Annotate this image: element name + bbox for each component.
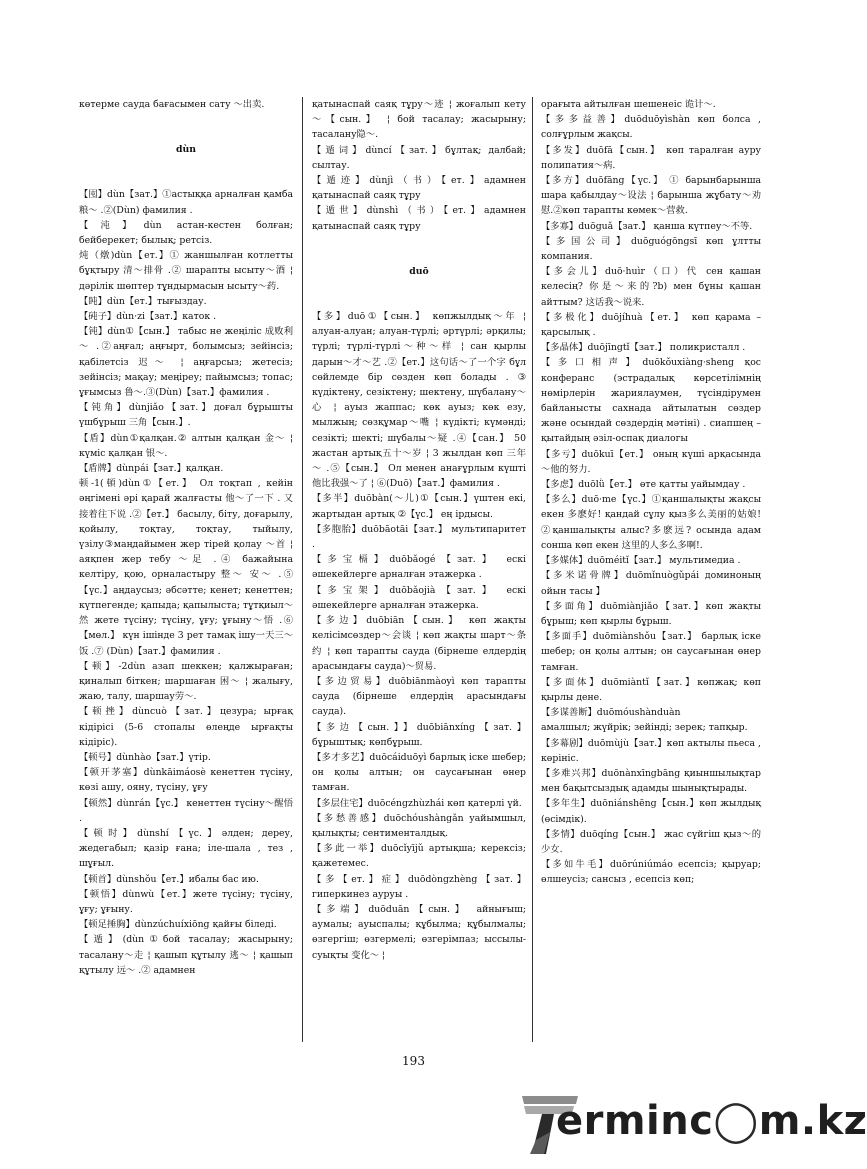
dictionary-entry: 【多【ет.】症】duōdòngzhèng【зат.】 гиперкинез ауруы . bbox=[312, 873, 526, 900]
dictionary-entry: 【顿开茅塞】dùnkāimáosè кенеттен түсіну, көзі ашу, ояну, түсіну, ұғу bbox=[79, 767, 293, 794]
dictionary-entry: 【多面手】duōmiànshǒu【зат.】 барлық іске шебер; он қолы алтын; он саусағынан өнер тамған. bbox=[541, 631, 761, 673]
dictionary-entry: 【沌】dùn астан-кестен болған; бейберекет; былық; ретсіз. bbox=[79, 219, 293, 247]
dictionary-entry: 【多多益善】duōduōyìshàn көп болса , солғұрлым жақсы. bbox=[541, 114, 761, 141]
dictionary-entry: 【顿然】dùnrán【үс.】 кенеттен түсіну～醒悟 . bbox=[79, 797, 293, 824]
dictionary-entry: 【钝】dùn①【сын.】 табыс не жеңіліс 成败利～ .②аңғал; аңғырт, болымсыз; зейінсіз; қабілетсіз 迟～ ¦ аңғарсыз; жетесіз; зейінсіз; мақау; меңіреу; пайымсыз; топас; ұғымсыз 鲁～.③(Dùn)【зат.】фамилия . bbox=[79, 326, 293, 399]
dictionary-entry: 【多晶体】duōjīngtǐ【зат.】 поликристалл . bbox=[541, 342, 746, 354]
dictionary-entry: 【多国公司】duōguógōngsī көп ұлтты компания. bbox=[541, 235, 761, 263]
dictionary-entry: 【多极化】duōjíhuà【ет.】 көп қарама – қарсылық . bbox=[541, 311, 761, 339]
dictionary-entry: 【多宝架】duōbǎojià【зат.】 ескі әшекейлерге арналған этажерка. bbox=[312, 584, 526, 611]
dictionary-entry: 【顿足捶胸】dùnzúchuíxiōng қайғы біледі. bbox=[79, 919, 277, 931]
dictionary-entry: 【顿时】dùnshí【үс.】әлден; дереу, жедегабыл; қазір ғана; іле-шала , тез , шұғыл. bbox=[79, 827, 293, 870]
dictionary-entry: 【多媒体】duōméitǐ【зат.】 мультимедиа . bbox=[541, 555, 741, 567]
dictionary-entry: 【多端】duōduān【сын.】 айнығыш; аумалы; ауыспалы; құбылма; құбылмалы; өзгергіш; өзгермелі; өзгерімпаз; ыссылы-суықты 变化～ ¦ bbox=[312, 903, 526, 961]
dictionary-entry: 顿-1(頓)dùn①【ет.】 Ол тоқтап , кейін әңгімені әрі қарай жалғасты 他～了一下 . 又接着往下说 .②【ет.】 басылу, біту, доғарылу, қойылу, тоқтау, тоқтау, тыйылу, үзілу③маңдайымен жер тірей қолау ～首 ¦ аяқпен жер тебу ～足 .④ бажайына келтіру, қою, орналастыру 整～ 安～ .⑤【үс.】аңдаусыз; әбсәтте; кенет; кенеттен; күтпегенде; қапыда; қапылыста; тұтқиыл～然 жете түсіну; түсіну, ұғу; ұғыну～悟 .⑥【мөл.】 күн ішінде 3 рет тамақ ішу一天三～饭 .⑦ (Dùn)【зат.】фамилия . bbox=[79, 478, 293, 657]
dictionary-entry: 【多方】duōfāng【үс.】 ① барынбарынша шара қабылдау～设法 ¦ барынша жұбату～劝慰.②көп тарапты көмек～营救. bbox=[541, 175, 761, 217]
dictionary-entry: 【盾】dùn①қалқан.② алтын қалқан 金～ ¦ күміс қалқан 银～. bbox=[79, 432, 293, 459]
dictionary-entry: 【砘子】dùn·zi【зат.】каток . bbox=[79, 311, 217, 323]
dictionary-entry: 【多么】duō·me【үс.】①қаншалықты жақсы екен 多麽好! қандай сұлу қыз多么美丽的姑娘!②қаншалықты алыс?多麽远? осында адам сонша көп екен 这里的人多么多啊!. bbox=[541, 494, 761, 551]
column-divider-right bbox=[532, 97, 533, 1042]
logo-wordmark: erminc◯m.kz bbox=[556, 1098, 867, 1144]
dictionary-entry: 【顿挫】dùncuò【зат.】цезура; ырғақ кідірісі (5-6 стопалы өлеңде ырғақты кідіріс). bbox=[79, 706, 293, 748]
page-number: 193 bbox=[402, 1054, 425, 1068]
dictionary-entry: 【多寡】duōguǎ【зат.】 қанша күтпеу～不等. bbox=[541, 220, 753, 232]
dictionary-entry: 【多虑】duōlǜ【ет.】 өте қатты уайымдау . bbox=[541, 479, 746, 491]
dictionary-entry: 【遁世】dùnshì（书）【ет.】адамнен қатынаспай саяқ тұру bbox=[312, 205, 526, 232]
dictionary-entry: 【多半】duōbàn(～儿)①【сын.】үштен екі, жартыдан артық ②【үс.】 ең ірдысы. bbox=[312, 493, 526, 520]
dictionary-entry: 【多幕剧】duōmùjù【зат.】көп актылы пьеса , көрініс. bbox=[541, 737, 761, 764]
dictionary-entry: 【顿】-2dùn азап шеккен; қалжыраған; қиналып біткен; шаршаған 困～ ¦ жалығу, жаю, талу, шаршау劳～. bbox=[79, 660, 293, 703]
dictionary-entry: 【顿悟】dùnwù【ет.】жете түсіну; түсіну, ұғу; ұғыну. bbox=[79, 888, 293, 915]
dictionary-entry: 【多情】duōqíng【сын.】 жас сүйгіш қыз～的少女. bbox=[541, 828, 761, 855]
dictionary-entry: 【多边】duōbiān【сын.】 көп жақты келісімсөздер～会谈 ¦ көп жақты шарт～条约 ¦ көп тарапты сауда (бірнеше елдердің арасындағы сауда)～贸易. bbox=[312, 615, 526, 672]
dictionary-entry: 【多此一举】duōcǐyījǔ артықша; керексіз; қажетемес. bbox=[312, 843, 526, 870]
dictionary-entry: 【多边【сын.】】duōbiānxíng【зат.】 бұрыштық; көпбұрыш. bbox=[312, 721, 526, 748]
dictionary-entry: 【多层住宅】duōcéngzhùzhái көп қатерлі үй. bbox=[312, 797, 522, 809]
dictionary-entry: 【多胞胎】duōbāotāi【зат.】 мультипаритет . bbox=[312, 523, 526, 551]
dictionary-entry: 【顿号】dùnhào【зат.】үтір. bbox=[79, 751, 211, 763]
dictionary-entry: көтерме саудa бағасымен сату ～出卖. bbox=[79, 99, 265, 110]
dictionary-entry: 【多年生】duōniánshēng【сын.】көп жылдық (өсімдік). bbox=[541, 798, 761, 825]
dictionary-entry: 【遁迹】dùnjì（书）【ет.】адамнен қатынаспай саяқ тұру bbox=[312, 175, 526, 202]
dictionary-entry: 【遁】(dùn①бой тасалау; жасырыну; тасалану～走 ¦ қашып құтылу 逃～ ¦ қашып құтылу 远～ .② адамнен bbox=[79, 934, 293, 976]
dictionary-entry: 【盹】dùn【ет.】тығыздау. bbox=[79, 295, 207, 307]
dictionary-entry: 【多面角】duōmiànjiǎo【зат.】көп жақты бұрыш; көп қырлы бұрыш. bbox=[541, 600, 761, 627]
dictionary-entry: 【多口相声】duōkǒuxiàng·sheng қос конферанс (эстрадалық көрсетілімнің нөмірлерін жариялаумен, түсіндірумен байланысты сахнада айтылатын сөздер және осындай сөздердің мәтіні) . сиапшең – қытайдың әзіл-оспақ диалогы bbox=[541, 357, 761, 445]
column-right bbox=[541, 97, 761, 1057]
dictionary-entry: 【多】duō①【сын.】 көпжылдық～年 ¦ алуан-алуан; алуан-түрлі; әртүрлі; әрқилы; түрлі; түрлі-түрлі～种～样 ¦ сан қырлы дарын～才～艺 .②【ет.】这句话～了一个字 бұл сөйлемде бір сөзден көп болады . ③ күдіктену, сезіктену; шектену, шүбалану～心 ¦ ауыз жаппас; көк ауыз; көк езу, мылжың; сөзқұмар～嘴 ¦ күдікті; күмәнді; сезікті; шекті; шүбалы～疑 .④【сан.】 50 жастан артық五十～岁 ¦ 3 жылдан көп 三年～ .⑤【сын.】 Ол менен анағұрлым күшті 他比我强～了 ¦ ⑥(Duō)【зат.】фамилия . bbox=[312, 311, 526, 490]
dictionary-entry: 【多亏】duōkuī【ет.】 оның күші арқасында ～他的努力. bbox=[541, 448, 761, 475]
dictionary-entry: орағыта айтылған шешенеіс 诡计～. bbox=[541, 99, 716, 110]
dictionary-entry: 【钝角】dùnjiǎo【зат.】доғал бұрышты үшбұрыш 三角【сын.】. bbox=[79, 402, 293, 429]
dictionary-entry: 【多边贸易】duōbiānmàoyì көп тарапты сауда (бірнеше елдердің арасындағы сауда). bbox=[312, 675, 526, 718]
dictionary-entry: 【多面体】duōmiàntǐ【зат.】көпжақ; көп қырлы дене. bbox=[541, 676, 761, 703]
dictionary-entry: 炖（燉)dùn【ет.】① жаншылған котлетты бұқтыру 清～排骨 .② шарапты ысыту～酒 ¦ дәрілік шөптер тұндырмасын ысыту～药. bbox=[79, 250, 293, 292]
dictionary-entry: амалшыл; жүйрік; зейінді; зерек; тапқыр. bbox=[541, 722, 748, 734]
termincom-logo bbox=[520, 1092, 867, 1162]
dictionary-entry: 【多难兴邦】duōnànxīngbāng қиыншылықтар мен бақытсыздық адамды шынықтырады. bbox=[541, 767, 761, 795]
dictionary-entry: қатынаспай саяқ тұру～迹 ¦ жоғалып кету ～【сын.】 ¦ бой тасалау; жасырыну; тасалану隐～. bbox=[312, 99, 526, 141]
dictionary-entry: 【盾牌】dùnpái【зат.】қалқан. bbox=[79, 463, 224, 475]
dictionary-entry: 【囤】dùn【зат.】①астыққа арналған қамба 粮～ .②(Dùn) фамилия . bbox=[79, 189, 293, 216]
column-left bbox=[79, 97, 293, 1057]
dictionary-entry: 【多米诺骨牌】duōmǐnuògǔpái доминоның ойын тасы 】 bbox=[541, 570, 761, 597]
section-heading: duō bbox=[409, 265, 429, 277]
dictionary-entry: 【多宝槅】duōbǎogé【зат.】 ескі әшекейлерге арналған этажерка . bbox=[312, 554, 526, 581]
dictionary-entry: 【多谋善断】duōmóushànduàn bbox=[541, 707, 681, 719]
dictionary-entry: 【多愁善感】duōchóushàngǎn уайымшыл, қылықты; сентименталдық. bbox=[312, 812, 526, 839]
dictionary-entry: 【多才多艺】duōcáiduōyì барлық іске шебер; он қолы алтын; он саусағынан өнер тамған. bbox=[312, 751, 526, 794]
section-heading: dùn bbox=[175, 144, 197, 156]
dictionary-entry: 【顿首】dùnshǒu【ет.】ибалы бас ию. bbox=[79, 873, 259, 885]
dictionary-entry: 【多会儿】duō·huìr（口）代 сен қашан келесің? 你是～来的?b) мен бұны қашан айттым? 这话我～说来. bbox=[541, 266, 761, 308]
dictionary-entry: 【多发】duōfā【сын.】 көп таралған ауру полипатия～病. bbox=[541, 144, 761, 171]
dictionary-entry: 【多如牛毛】duōrúniúmáo есепсіз; қыруар; өлшеусіз; сансыз , есепсіз көп; bbox=[541, 859, 761, 886]
dictionary-entry: 【遁词】dùncí【зат.】бұлтақ; далбай; сылтау. bbox=[312, 144, 526, 171]
column-middle bbox=[312, 97, 526, 1057]
column-divider-left bbox=[302, 97, 303, 1042]
